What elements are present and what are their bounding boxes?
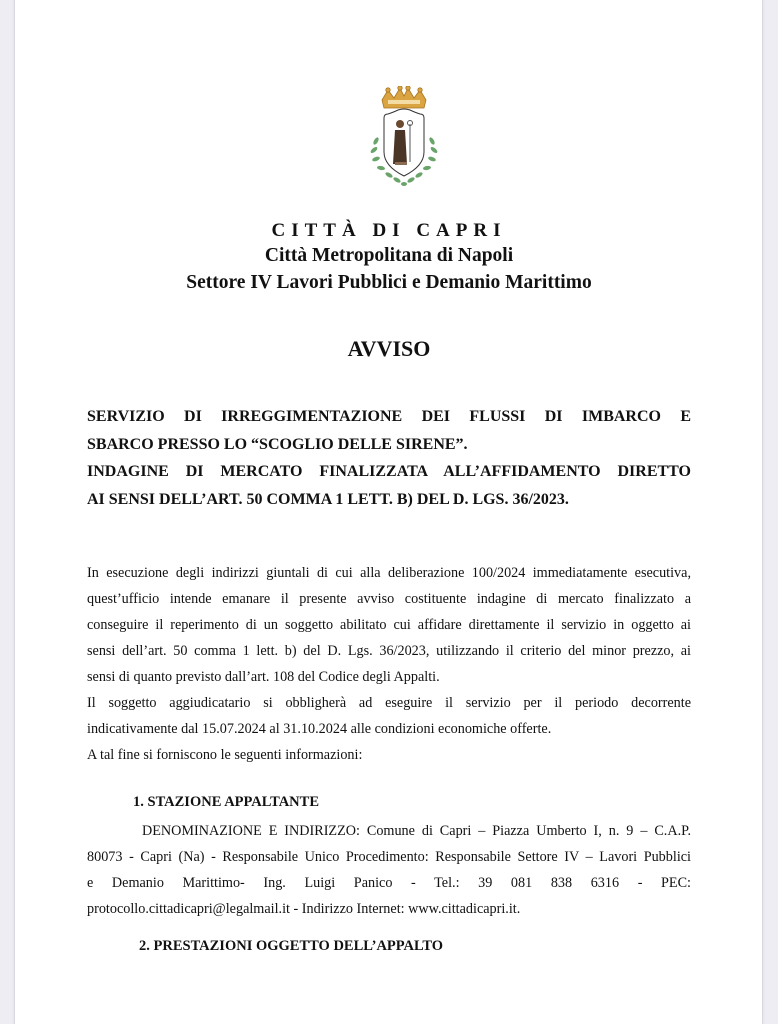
body-line: indicativamente dal 15.07.2024 al 31.10.2024 alle condizioni economiche offerte. xyxy=(87,721,552,737)
body-line: In esecuzione degli indirizzi giuntali di cui alla deliberazione 100/2024 immediatamente esecutiva, xyxy=(87,565,691,581)
sector-name: Settore IV Lavori Pubblici e Demanio Marittimo xyxy=(186,272,592,293)
subject-line: AI SENSI DELL’ART. 50 COMMA 1 LETT. B) DEL D. LGS. 36/2023. xyxy=(87,490,569,508)
section-line: protocollo.cittadicapri@legalmail.it - Indirizzo Internet: www.cittadicapri.it. xyxy=(87,901,521,917)
intro-paragraph xyxy=(87,560,691,768)
subject-block xyxy=(87,403,691,513)
subject-line: SERVIZIO DI IRREGGIMENTAZIONE DEI FLUSSI DI IMBARCO E xyxy=(87,408,691,425)
body-line: conseguire il reperimento di un soggetto abilitato cui affidare direttamente il servizio in oggetto ai xyxy=(87,617,691,633)
section-1-body xyxy=(87,818,691,922)
coat-of-arms-icon xyxy=(362,86,446,192)
metropolitan-city: Città Metropolitana di Napoli xyxy=(264,245,514,266)
body-line: sensi di quanto previsto dall’art. 108 del Codice degli Appalti. xyxy=(87,669,440,685)
subject-line: INDAGINE DI MERCATO FINALIZZATA ALL’AFFIDAMENTO DIRETTO xyxy=(87,463,691,480)
body-line: quest’ufficio intende emanare il presente avviso costituente indagine di mercato finalizzato a xyxy=(87,591,691,607)
document-title: AVVISO xyxy=(347,336,431,361)
subject-line: SBARCO PRESSO LO “SCOGLIO DELLE SIRENE”. xyxy=(87,435,468,453)
body-line: sensi dell’art. 50 comma 1 lett. b) del D. Lgs. 36/2023, utilizzando il criterio del minor prezzo, ai xyxy=(87,643,691,659)
body-line: A tal fine si forniscono le seguenti informazioni: xyxy=(87,747,363,763)
city-name: CITTÀ DI CAPRI xyxy=(271,220,507,241)
section-line: e Demanio Marittimo- Ing. Luigi Panico - Tel.: 39 081 838 6316 - PEC: xyxy=(87,875,691,891)
section-line: DENOMINAZIONE E INDIRIZZO: Comune di Capri – Piazza Umberto I, n. 9 – C.A.P. xyxy=(142,823,691,839)
section-line: 80073 - Capri (Na) - Responsabile Unico Procedimento: Responsabile Settore IV – Lavori Pubblici xyxy=(87,849,691,865)
section-2-title: 2. PRESTAZIONI OGGETTO DELL’APPALTO xyxy=(139,938,444,954)
body-line: Il soggetto aggiudicatario si obbligherà ad eseguire il servizio per il periodo decorrente xyxy=(87,695,691,711)
section-1-title: 1. STAZIONE APPALTANTE xyxy=(133,794,319,810)
